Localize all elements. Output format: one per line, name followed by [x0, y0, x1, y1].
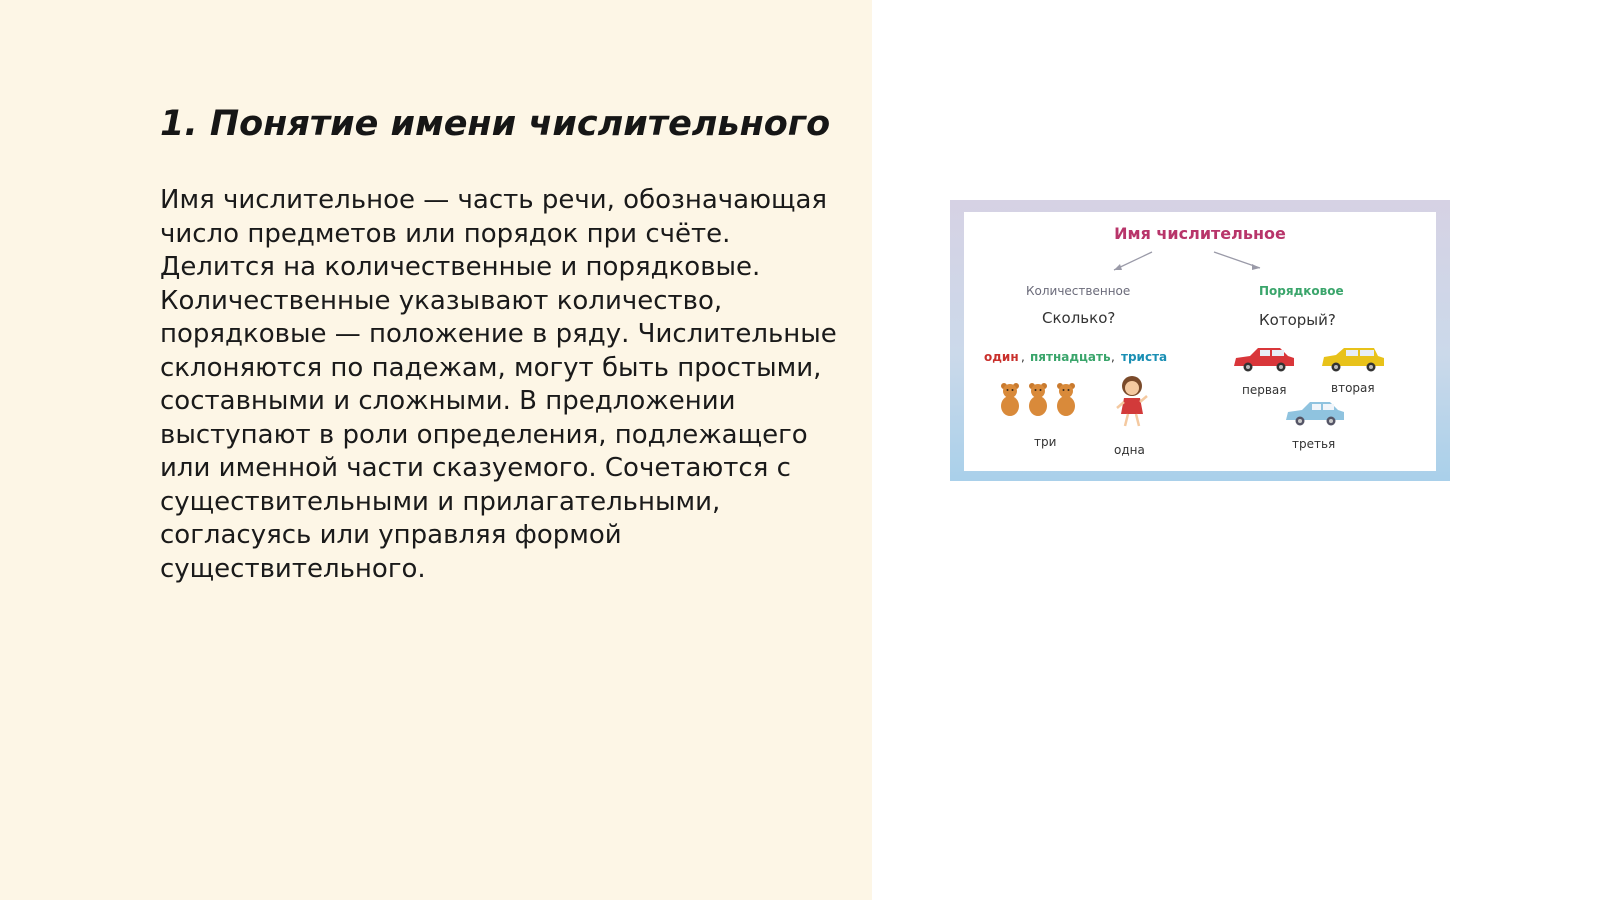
left-arrowhead	[1114, 264, 1122, 270]
example-word-2: пятнадцать	[1030, 350, 1111, 364]
ordinal-category-label: Порядковое	[1259, 284, 1344, 298]
example-comma-2: ,	[1111, 350, 1115, 364]
example-word-3: триста	[1121, 350, 1168, 364]
blue-car-icon	[1286, 402, 1344, 426]
yellow-car-caption: вторая	[1331, 381, 1375, 395]
red-car-icon	[1234, 348, 1294, 372]
ordinal-question: Который?	[1259, 311, 1336, 329]
bear-2-icon	[1029, 383, 1047, 416]
red-car-caption: первая	[1242, 383, 1287, 397]
cardinal-question: Сколько?	[1042, 309, 1116, 327]
example-word-1: один	[984, 350, 1019, 364]
slide-body-text: Имя числительное — часть речи, обозначающая число предметов или порядок при счёте. Делится на количественные и порядковые. Количественные указывают количество, порядковые — положение в ряду. Числительные склоняются по падежам, могут быть простыми, составными и сложными. В предложении выступают в роли определения, подлежащего или именной части сказуемого. Сочетаются с существительными и прилагательными, согласуясь или управляя формой существительного.	[160, 185, 837, 584]
bears-caption: три	[1034, 435, 1057, 449]
slide-title: 1. Понятие имени числительного	[160, 104, 831, 144]
bear-3-icon	[1057, 383, 1075, 416]
girl-icon	[1117, 376, 1147, 426]
bear-1-icon	[1001, 383, 1019, 416]
bears-icon	[1001, 383, 1075, 416]
girl-caption: одна	[1114, 443, 1145, 457]
cardinal-category-label: Количественное	[1026, 284, 1131, 298]
branch-arrows	[1114, 252, 1260, 270]
numeral-illustration	[950, 200, 1450, 481]
blue-car-caption: третья	[1292, 437, 1336, 451]
branch-arrowheads	[1114, 264, 1260, 270]
example-comma-1: ,	[1021, 350, 1025, 364]
illustration-title: Имя числительное	[1114, 224, 1286, 243]
illustration-graphics	[964, 212, 1436, 471]
yellow-car-icon	[1322, 348, 1384, 372]
illustration-canvas	[964, 212, 1436, 471]
